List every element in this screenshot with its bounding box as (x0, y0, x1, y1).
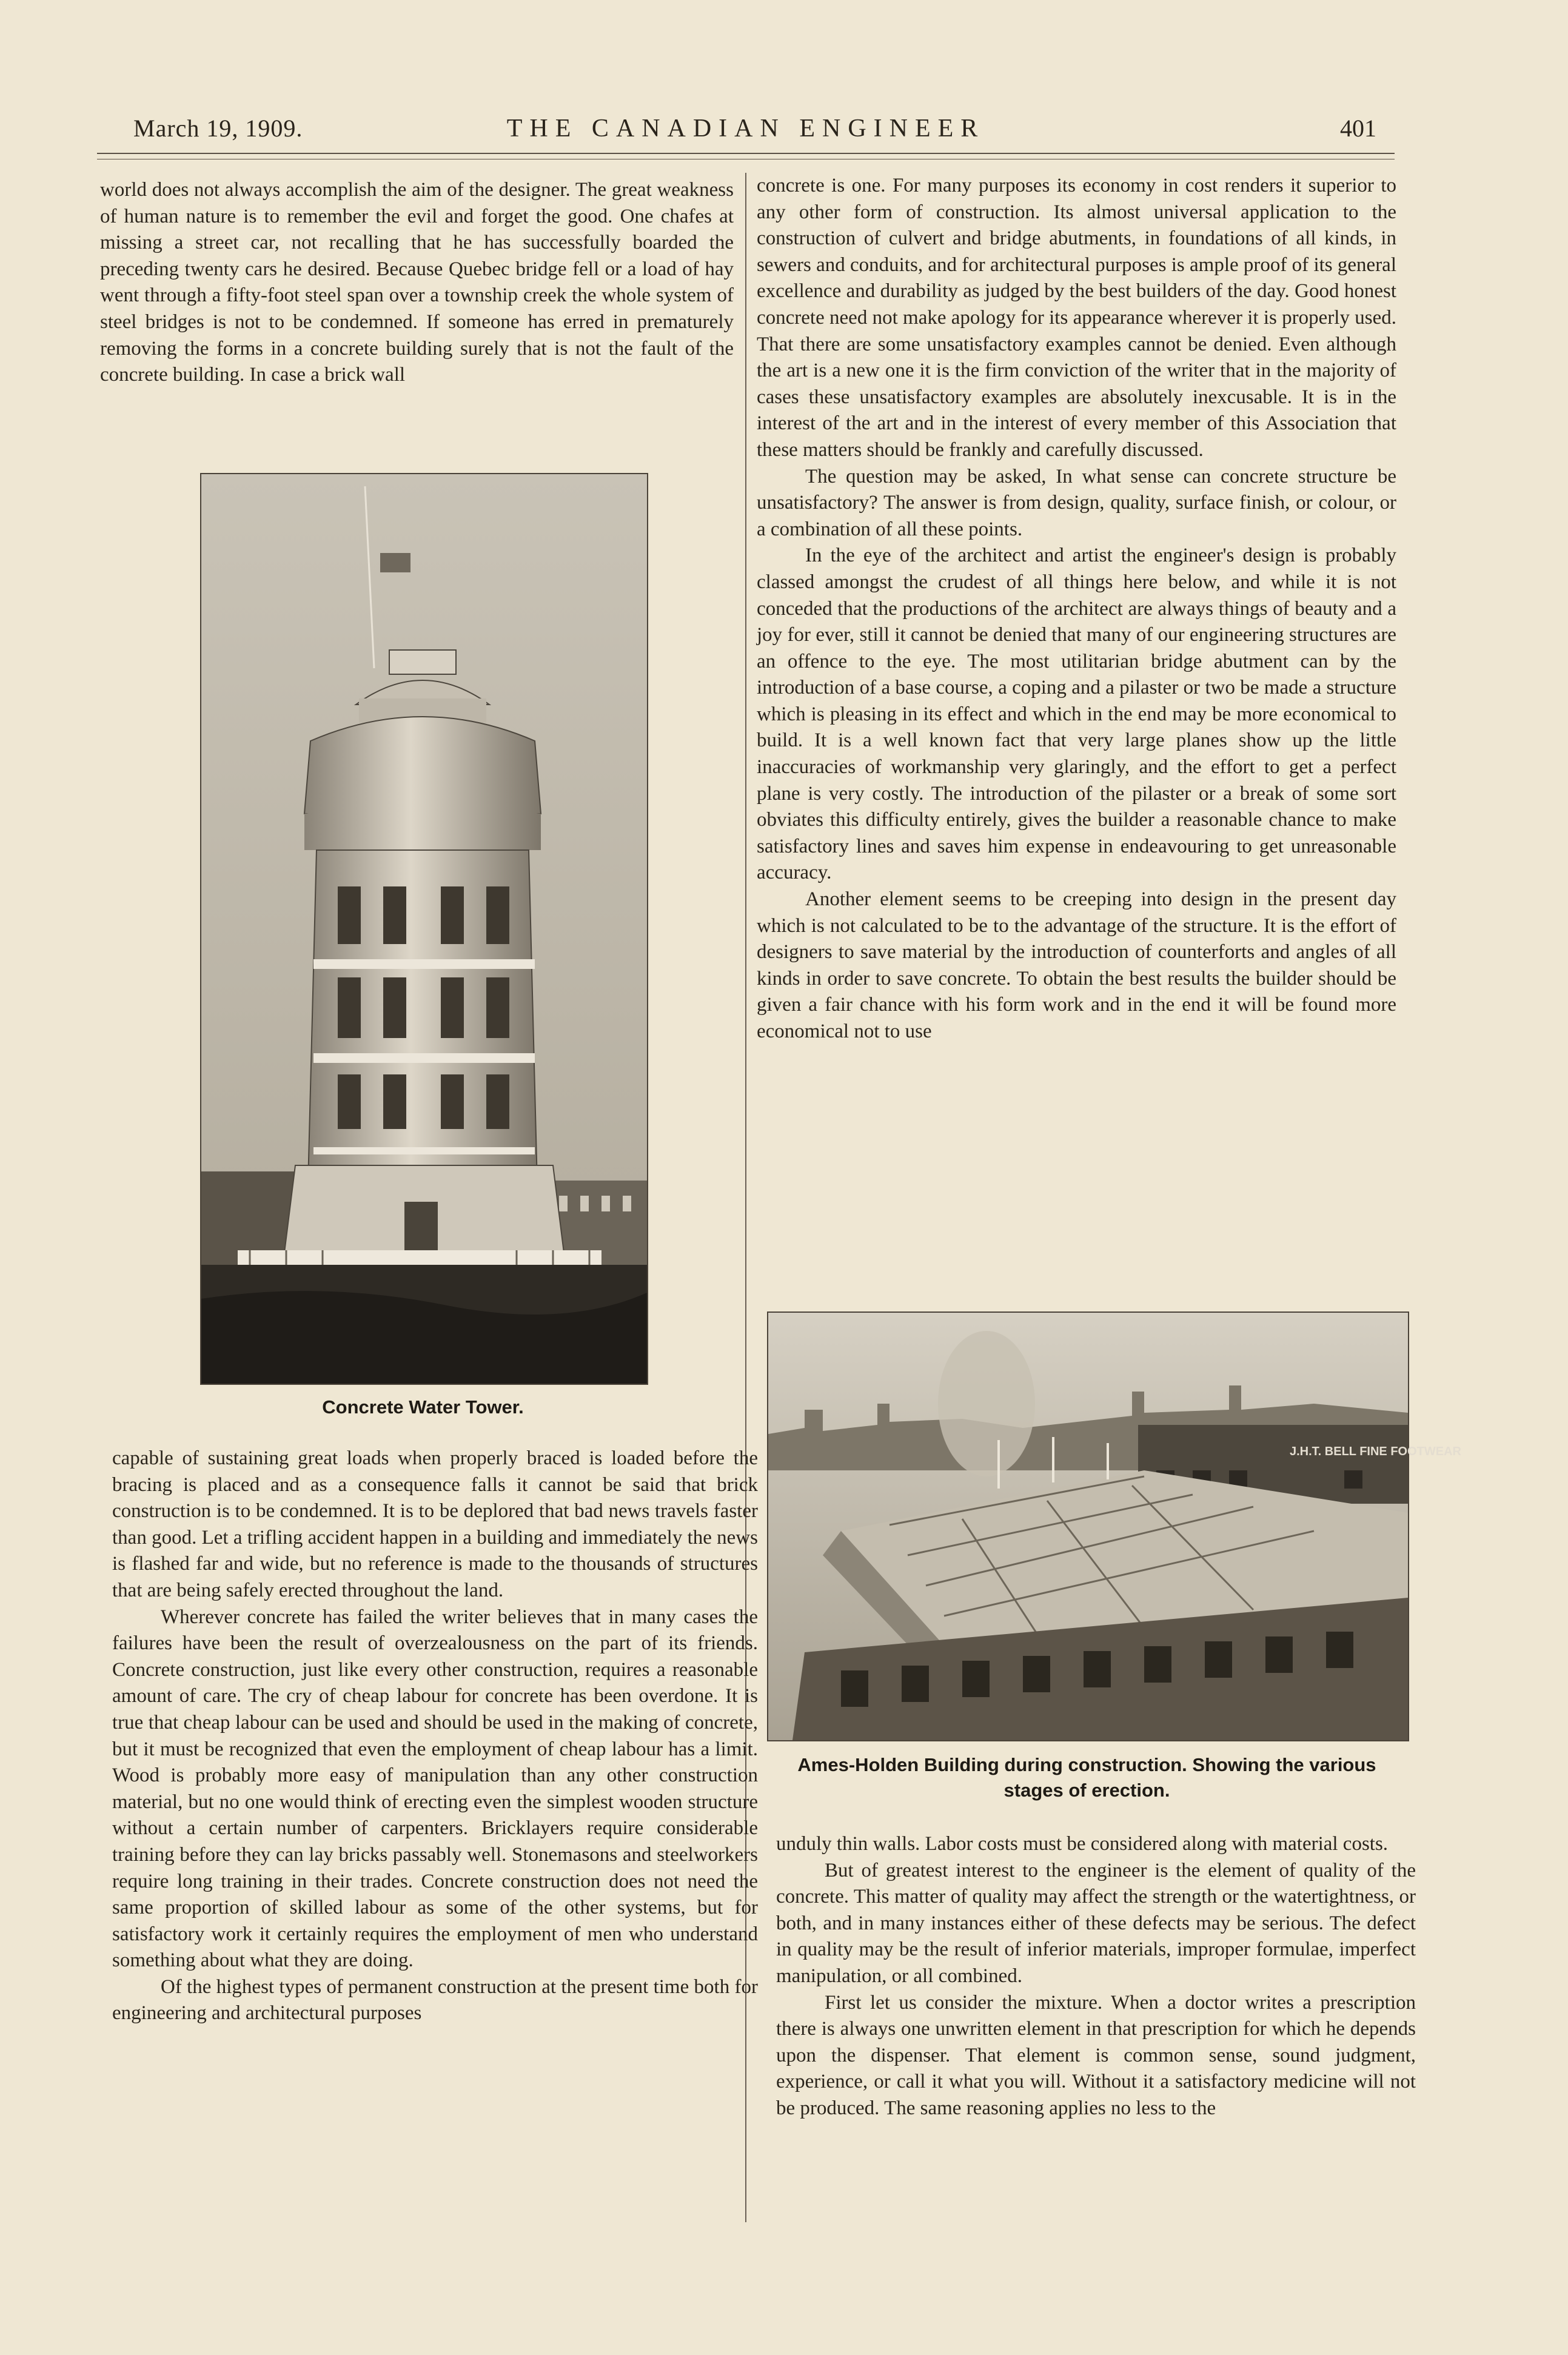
page-header (97, 114, 1395, 156)
ames-holden-building-photo (767, 1311, 1461, 1741)
paragraph: The question may be asked, In what sense can concrete structure be unsatisfactory? The answer is from design, quality, surface finish, or colour, or a combination of all these points. (757, 465, 1396, 540)
issue-date: March 19, 1909. (133, 115, 303, 142)
page-number: 401 (1340, 115, 1376, 142)
water-tower-image (201, 474, 647, 1384)
paragraph: unduly thin walls. Labor costs must be considered along with material costs. (776, 1833, 1389, 1855)
water-tower-caption: Concrete Water Tower. (322, 1396, 524, 1418)
paragraph: world does not always accomplish the aim of the designer. The great weakness of human nature is to remember the evil and forget the good. One chafes at missing a street car, not recalling that he has successfully boarded the preceding twenty cars he desired. Because Quebec bridge fell or a load of hay went through a fifty-foot steel span over a township creek the whole system of steel bridges is not to be condemned. If someone has erred in prematurely removing the forms in a concrete building surely that is not the fault of the concrete building. In case a brick wall (100, 179, 734, 386)
paragraph: capable of sustaining great loads when properly braced is loaded before the bracing is placed and as a consequence falls it cannot be said that brick construction is to be condemned. It is to be deplored that bad news travels faster than good. Let a trifling accident happen in a building and immediately the news is flashed far and wide, but no reference is made to the thousands of structures that are being safely erected throughout the land. (112, 1447, 758, 1601)
paragraph: Of the highest types of permanent construction at the present time both for engineering and architectural purposes (112, 1975, 758, 2025)
right-column-top-text (757, 173, 1396, 1291)
building-construction-image (768, 1313, 1461, 1740)
paragraph: First let us consider the mixture. When a doctor writes a prescription there is always one unwritten element in that prescription for which he depends upon the dispenser. That element is common sense, sound judgment, experience, or call it what you will. Without it a satisfactory medicine will not be produced. The same reasoning applies no less to the (776, 1991, 1416, 2119)
paragraph: Another element seems to be creeping into design in the present day which is not calculated to be to the advantage of the structure. It is the effort of designers to save material by the introduction of counterforts and angles of all kinds in order to save concrete. To obtain the best results the builder should be given a fair chance with his form work and in the end it will be found more economical not to use (757, 888, 1396, 1042)
paragraph: Wherever concrete has failed the writer believes that in many cases the failures have been the result of overzealousness on the part of its friends. Concrete construction, just like every other construction, requires a reasonable amount of care. The cry of cheap labour for concrete has been overdone. It is true that cheap labour can be used and should be used in the making of concrete, but it must be recognized that even the employment of cheap labour has a limit. Wood is probably more easy of manipulation than any other construction material, but no one would think of erecting even the simplest wooden structure without a certain number of carpenters. Bricklayers require considerable training before they can lay bricks passably well. Stonemasons and steelworkers require long training in their trades. Concrete construction does not need the same proportion of skilled labour as some of the other systems, but for satisfactory work it certainly requires the employment of men who understand something about what they are doing. (112, 1606, 758, 1972)
left-column-bottom-text (112, 1445, 758, 2206)
paragraph: But of greatest interest to the engineer is the element of quality of the concrete. This matter of quality may affect the strength or the watertightness, or both, and in many instances either of these defects may be serious. The defect in quality may be the result of inferior materials, improper formulae, imperfect manipulation, or all combined. (776, 1859, 1416, 1987)
building-sign-text: J.H.T. BELL FINE FOOTWEAR (1290, 1445, 1461, 1458)
left-column-top-text (100, 177, 734, 444)
right-column-bottom-text (776, 1831, 1416, 2219)
header-rule (97, 153, 1395, 154)
paragraph: concrete is one. For many purposes its economy in cost renders it superior to any other form of construction. Its almost universal application to the construction of culvert and bridge abutments, in foundations of all kinds, in sewers and conduits, and for architectural purposes is ample proof of its general excellence and durability as judged by the best builders of the day. Good honest concrete need not make apology for its appearance wherever it is properly used. That there are some unsatisfactory examples cannot be denied. Even although the art is a new one it is the firm conviction of the writer that in the majority of cases these unsatisfactory examples are absolutely inexcusable. It is in the interest of the art and in the interest of every member of this Association that these matters should be frankly and carefully discussed. (757, 175, 1396, 461)
paragraph: In the eye of the architect and artist the engineer's design is probably classed amongst the crudest of all things here below, and while it is not conceded that the productions of the architect are always things of beauty and a joy for ever, still it cannot be denied that many of our engineering structures are an offence to the eye. The most utilitarian bridge abutment can by the introduction of a base course, a coping and a pilaster or two be made a structure which is pleasing in its effect and which in the end may be more economical to build. It is a well known fact that very large planes show up the little inaccuracies of workmanship very glaringly, and the effort to get a perfect plane is very costly. The introduction of the pilaster or a break of some sort obviates this difficulty entirely, gives the builder a reasonable chance to make satisfactory lines and saves him expense in endeavouring to get unreasonable accuracy. (757, 544, 1396, 884)
water-tower-photo (200, 473, 648, 1385)
building-caption: Ames-Holden Building during construction. Showing the various stages of erection. (797, 1754, 1376, 1801)
journal-title: THE CANADIAN ENGINEER (506, 115, 985, 142)
